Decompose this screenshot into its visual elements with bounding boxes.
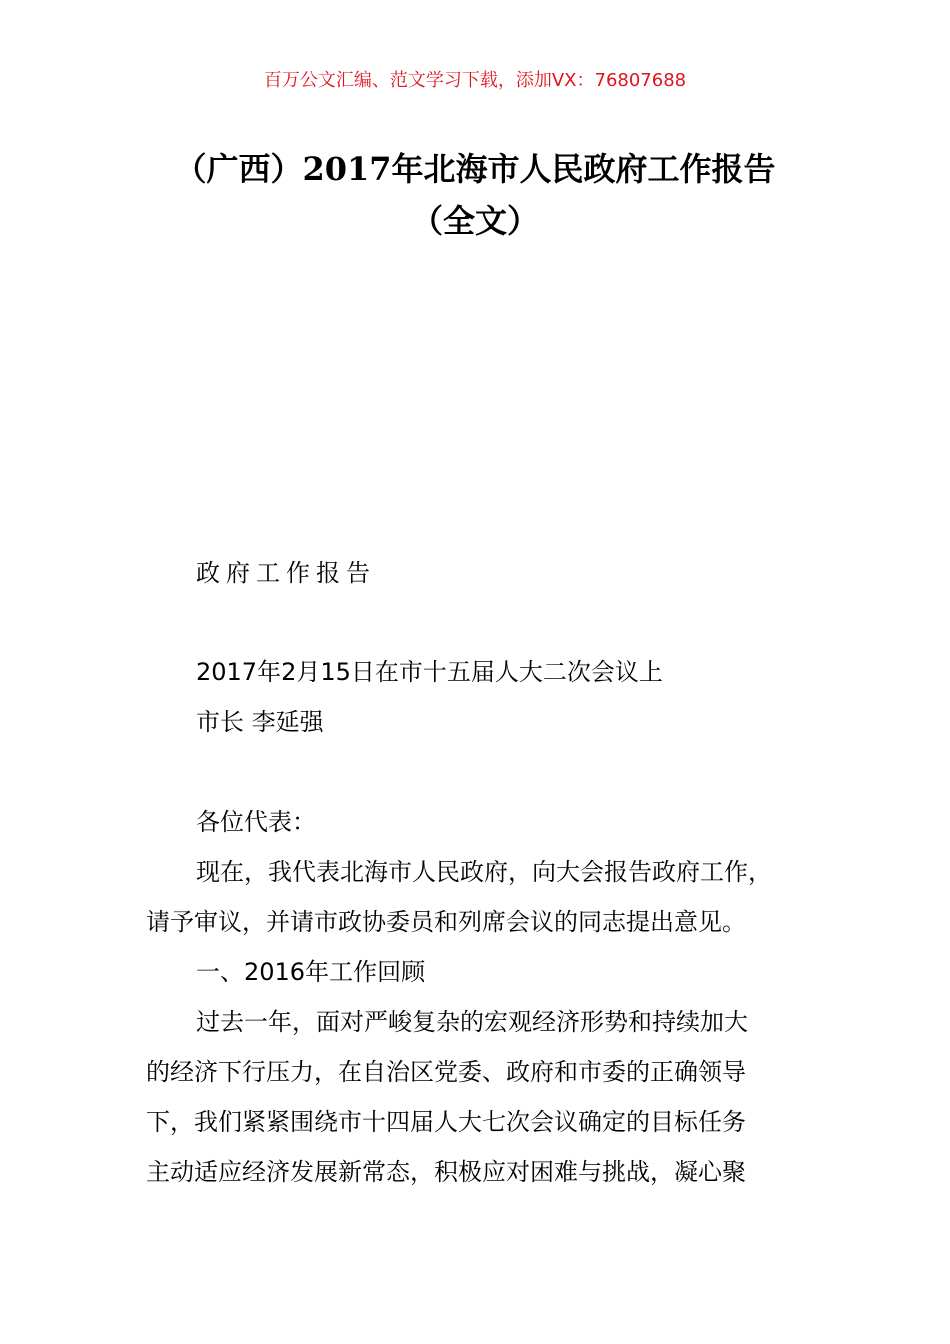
paragraph-2-line-3: 下，我们紧紧围绕市十四届人大七次会议确定的目标任务 — [146, 1108, 746, 1136]
paragraph-2-line-1: 过去一年，面对严峻复杂的宏观经济形势和持续加大 — [196, 1008, 748, 1036]
paragraph-1-line-2: 请予审议，并请市政协委员和列席会议的同志提出意见。 — [146, 908, 746, 936]
speaker-line: 市长 李延强 — [196, 708, 324, 736]
watermark-banner: 百万公文汇编、范文学习下载，添加VX：76807688 — [263, 70, 687, 91]
salutation: 各位代表： — [196, 808, 316, 836]
title-line-1: （广西）2017年北海市人民政府工作报告 — [174, 150, 776, 188]
report-heading: 政府工作报告 — [196, 559, 376, 587]
paragraph-1-line-1: 现在，我代表北海市人民政府，向大会报告政府工作， — [196, 858, 772, 886]
title-line-2: （全文） — [410, 202, 539, 240]
paragraph-2-line-4: 主动适应经济发展新常态，积极应对困难与挑战，凝心聚 — [146, 1158, 746, 1186]
paragraph-2-line-2: 的经济下行压力，在自治区党委、政府和市委的正确领导 — [146, 1058, 746, 1086]
meeting-info: 2017年2月15日在市十五届人大二次会议上 — [196, 658, 663, 686]
section-heading-1: 一、2016年工作回顾 — [196, 958, 426, 986]
document-title — [60, 143, 890, 247]
